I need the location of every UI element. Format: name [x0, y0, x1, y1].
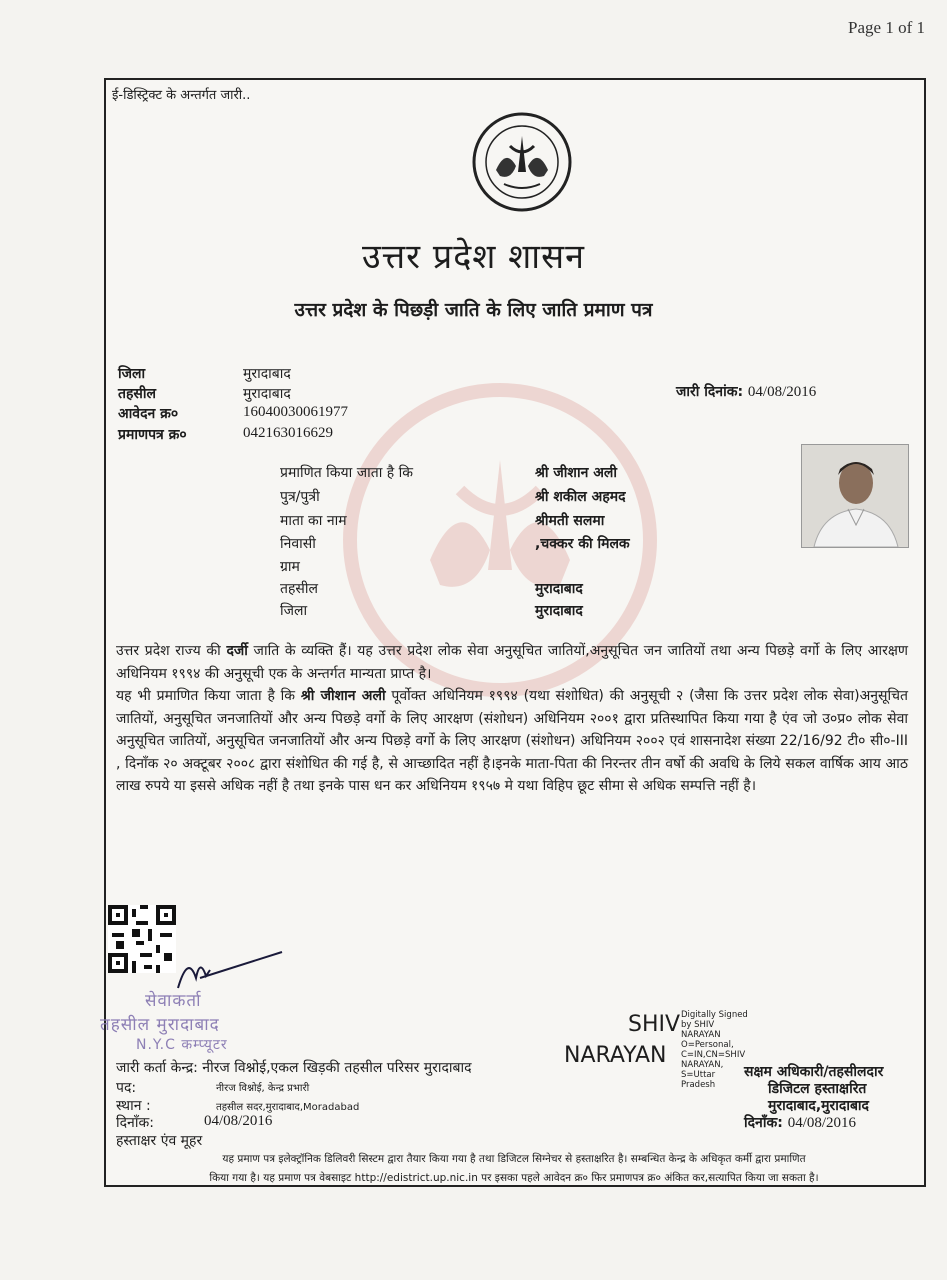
- edistrict-note: ई-डिस्ट्रिक्ट के अन्तर्गत जारी..: [112, 88, 251, 103]
- authority-date: [744, 1113, 856, 1132]
- authority-date-label: दिनाँक:: [744, 1115, 783, 1131]
- footer-line-1: यह प्रमाण पत्र इलेक्ट्रॉनिक डिलिवरी सिस्टम द्वारा तैयार किया गया है तथा डिजिटल सिग्नेचर से हस्ताक्षरित है। सम्बन्धित केन्द्र के अधिकृत कर्मी द्वारा प्रमाणित: [222, 1153, 806, 1165]
- post-label: पद:: [116, 1080, 137, 1096]
- field-value-father: श्री शकील अहमद: [535, 489, 626, 505]
- certificate-body: [116, 640, 908, 798]
- field-label-mother: माता का नाम: [280, 513, 347, 529]
- certificate-number-label: प्रमाणपत्र क्र०: [118, 427, 187, 443]
- issue-date: [676, 382, 816, 401]
- issuer-date-value: 04/08/2016: [204, 1113, 273, 1129]
- field-value-resident: ,चक्कर की मिलक: [535, 536, 630, 552]
- field-label-tehsil: तहसील: [280, 581, 318, 597]
- authority-digital: डिजिटल हस्ताक्षरित: [768, 1081, 867, 1097]
- field-label-village: ग्राम: [280, 559, 300, 575]
- tehsil-value: मुरादाबाद: [243, 386, 291, 402]
- qr-code: [108, 905, 176, 973]
- page-title: उत्तर प्रदेश शासन: [362, 237, 585, 277]
- field-label-certified: प्रमाणित किया जाता है कि: [280, 465, 414, 481]
- stamp-line-2: तहसील मुरादाबाद: [100, 1015, 220, 1035]
- footer-note: [108, 1150, 920, 1188]
- authority-date-value: 04/08/2016: [787, 1115, 857, 1131]
- field-value-district: मुरादाबाद: [535, 603, 583, 619]
- field-value-name: श्री जीशान अली: [535, 465, 618, 481]
- digital-signature-details: Digitally Signed by SHIV NARAYAN O=Personal, C=IN,CN=SHIV NARAYAN, S=Uttar Pradesh: [681, 1010, 748, 1090]
- person-photo-icon: [802, 445, 908, 547]
- issue-date-label: जारी दिनांक:: [676, 384, 744, 400]
- body-text: जाति के व्यक्ति हैं। यह उत्तर प्रदेश लोक सेवा अनुसूचित जातियों,अनुसूचित जन जातियों तथा अन्य पिछड़े वर्गो के लिए आरक्षण अधिनियम १९९४ की अनुसूची एक के अन्तर्गत मान्यता प्राप्त है।: [116, 643, 908, 682]
- certificate-number-value: 042163016629: [243, 425, 333, 441]
- page-number: Page 1 of 1: [848, 18, 925, 37]
- application-number-label: आवेदन क्र०: [118, 406, 179, 422]
- certificate-subtitle: उत्तर प्रदेश के पिछड़ी जाति के लिए जाति प्रमाण पत्र: [294, 299, 653, 321]
- tehsil-label: तहसील: [118, 386, 156, 402]
- body-text: पूर्वोक्त अधिनियम १९९४ (यथा संशोधित) की अनुसूची २ (जैसा कि उत्तर प्रदेश लोक सेवा)अनुसूचित जातियों, अनुसूचित जनजातियों और अन्य पिछड़े वर्गो के लिए आरक्षण (संशोधन) अधिनियम २००१ द्वारा प्रतिस्थापित किया गया है एंव जो उ०प्र० लोक सेवा अनुसूचित जातियों, अनुसूचित जनजातियों और अन्य पिछड़े वर्गो के लिए आरक्षण (संशोधन) अधिनियम २००२ एवं शासनादेश संख्या 22/16/92 टी० सी०-III , दिनाँक २० अक्टूबर २००८ द्वारा संशोधित की गई है, से आच्छादित नहीं है।इनके माता-पिता की निरन्तर तीन वर्षो की अवधि के लिये सकल वार्षिक आय आठ लाख रुपये या इससे अधिक नहीं है तथा इनके पास धन कर अधिनियम १९५७ मे यथा विहिप छूट सीमा से अधिक सम्पत्ति नहीं है।: [116, 688, 909, 794]
- application-number-value: 16040030061977: [243, 404, 348, 420]
- caste-name: दर्जी: [226, 643, 248, 659]
- authority-title: सक्षम अधिकारी/तहसीलदार: [744, 1064, 884, 1080]
- issue-date-value: 04/08/2016: [747, 384, 817, 400]
- field-label-resident: निवासी: [280, 536, 316, 552]
- field-value-tehsil: मुरादाबाद: [535, 581, 583, 597]
- authority-location: मुरादाबाद,मुरादाबाद: [768, 1098, 869, 1114]
- sign-seal-label: हस्ताक्षर एंव मूहर: [116, 1133, 203, 1149]
- issuer-date-label: दिनाँक:: [116, 1115, 154, 1131]
- field-label-son-of: पुत्र/पुत्री: [280, 489, 320, 505]
- body-text: उत्तर प्रदेश राज्य की: [116, 643, 227, 659]
- applicant-name-inline: श्री जीशान अली: [300, 688, 386, 704]
- post-value: नीरज विश्नोई, केन्द्र प्रभारी: [216, 1083, 310, 1094]
- stamp-line-1: सेवाकर्ता: [145, 991, 202, 1011]
- place-label: स्थान :: [116, 1098, 151, 1114]
- up-government-emblem: [466, 110, 578, 214]
- applicant-photo: [801, 444, 909, 548]
- place-value: तहसील सदर,मुरादाबाद,Moradabad: [216, 1102, 360, 1113]
- body-text: यह भी प्रमाणित किया जाता है कि: [116, 688, 301, 704]
- district-value: मुरादाबाद: [243, 366, 291, 382]
- district-label: जिला: [118, 366, 146, 382]
- stamp-line-3: N.Y.C कम्प्यूटर: [136, 1037, 228, 1053]
- field-label-district: जिला: [280, 603, 308, 619]
- field-value-mother: श्रीमती सलमा: [535, 513, 605, 529]
- footer-line-2: किया गया है। यह प्रमाण पत्र वेबसाइट http://edistrict.up.nic.in पर इसका पहले आवेदन क्र० फिर प्रमाणपत्र क्र० अंकित कर,सत्यापित किया जा सकता है।: [209, 1172, 819, 1184]
- digital-signature-name-2: NARAYAN: [564, 1043, 667, 1068]
- digital-signature-name-1: SHIV: [628, 1012, 681, 1037]
- issuer-center: जारी कर्ता केन्द्र: नीरज विश्नोई,एकल खिड़की तहसील परिसर मुरादाबाद: [116, 1060, 472, 1076]
